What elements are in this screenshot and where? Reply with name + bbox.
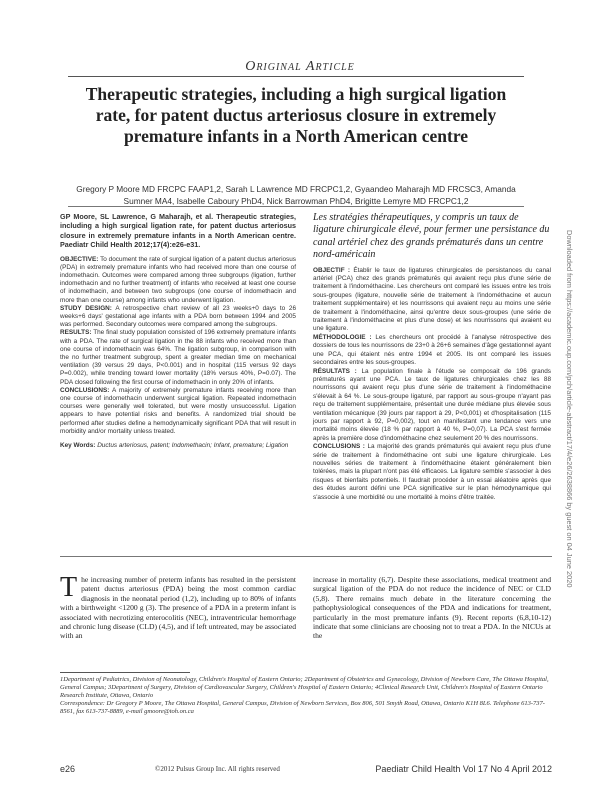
resume-conclusions: CONCLUSIONS : La majorité des grands prématurés qui avaient reçu plus d'une série de traitement à l'indométhacine ont subi une ligature chirurgicale. Les nouvelles séries de traitement à l'indométhacine étaient généralement bien tolérées, mais la plupart n'ont pas été efficaces. La ligature semble s'associer à des risques et bienfaits potentiels. Il faudrait procéder à un essai aléatoire après que des études auront défini une PCA significative sur le plan hémodynamique qui s'associe à une morbidité ou une mortalité à moins d'être traitée. <box>313 443 551 501</box>
copyright: ©2012 Pulsus Group Inc. All rights reserved <box>155 765 280 773</box>
page-number: e26 <box>60 764 76 774</box>
correspondence: Correspondence: Dr Gregory P Moore, The Ottawa Hospital, General Campus, Division of Newborn Services, Box 806, 501 Smyth Road, Ottawa, Ontario K1H 8L6. Telephone 613-737-8561, fax 613-737-8889, e-mail gmoore@toh.on.ca <box>60 700 545 716</box>
resume-objectif: OBJECTIF : Établir le taux de ligatures chirurgicales de persistances du canal artériel (PCA) chez des grands prématurés qui avaient reçu plus d'une série de traitement à l'indométhacine. Les chercheurs ont comparé les issues entre les trois sous-groupes (ligature, nouvelle série de traitement à l'indométhacine et aucun traitement supplémentaire) et les nourrissons qui avaient reçu au moins une série de traitement à l'indométhacine, ainsi qu'entre deux sous-groupes (une série de traitement à l'indométhacine et plus d'une dose) et les nourrissons qui avaient eu une ligature. <box>313 266 551 333</box>
body-rule <box>60 556 552 557</box>
article-title: Therapeutic strategies, including a high surgical ligation rate, for patent ductus arteriosus closure in extremely premature infants in a North American centre <box>85 84 507 146</box>
header-rule <box>68 76 524 77</box>
body-text-left <box>60 572 296 641</box>
resume-methodologie: MÉTHODOLOGIE : Les chercheurs ont procédé à l'analyse rétrospective des dossiers de tous les nourrissons de 23+0 à 26+6 semaines d'âge gestationnel ayant une PCA, qui étaient nés entre 1994 et 2005. Ils ont comparé les issues secondaires entre les sous-groupes. <box>313 333 551 367</box>
journal-info: Paediatr Child Health Vol 17 No 4 April 2012 <box>375 764 552 774</box>
abstract-objective: OBJECTIVE: To document the rate of surgical ligation of a patent ductus arteriosus (PDA) in extremely premature infants who had received more than one course of indomethacin. Outcomes were compared among three subgroups (ligation, further indomethacin and no further treatment) of infants who received at least one course of indomethacin, and between two subgroups (one course of indomethacin and more than one course) among infants who underwent ligation. <box>60 255 296 304</box>
footnote-rule <box>60 672 190 673</box>
body-left-text: he increasing number of preterm infants has resulted in the persistent patent ductus arteriosus (PDA) being the most common cardiac diagnosis in the neonatal period (1,2), including up to 80% of infants with a birthweight <1200 g (3). The presence of a PDA in a preterm infant is associated with necrotizing enterocolitis (NEC), intraventricular hemorrhage and chronic lung disease (CLD) (4,5), and if left untreated, may be associated with an <box>60 575 296 641</box>
abstract-rule <box>68 206 524 207</box>
abstract-french <box>313 212 551 502</box>
abstract-english <box>60 212 296 450</box>
abstract-conclusions: CONCLUSIONS: A majority of extremely premature infants receiving more than one course of indomethacin underwent surgical ligation. Repeated indomethacin courses were generally well tolerated, but were mostly unsuccessful. Ligation appears to have potential risks and benefits. A randomized trial should be performed after studies define a hemodynamically significant PDA that will result in morbidity and/or mortality unless treated. <box>60 386 296 435</box>
drop-cap: T <box>60 572 78 603</box>
resume-resultats: RÉSULTATS : La population finale à l'étude se composait de 196 grands prématurés ayant une PCA. Le taux de ligatures chirurgicales chez les 88 nourrissons qui avaient reçu plus d'une série de traitement à l'indométhacine s'élevait à 64 %. Le sous-groupe ligaturé, par rapport au sous-groupe n'ayant pas reçu de traitement supplémentaire, présentait une durée médiane plus élevée sous ventilation mécanique (39 jours par rapport à 29, P<0,001) et d'hospitalisation (115 jours par rapport à 92, P=0,002), tout en manifestant une tendance vers une mortalité moins élevée (18 % par rapport à 40 %, P=0,07). La PCA s'est fermée après la première dose d'indométhacine chez seulement 20 % des nourrissons. <box>313 367 551 442</box>
download-watermark: Downloaded from https://academic.oup.com/pch/article-abstract/17/4/e26/2638866 by guest on 04 June 2020 <box>565 230 574 588</box>
abstract-design: STUDY DESIGN: A retrospective chart review of all 23 weeks+0 days to 26 weeks+6 days' gestational age infants with a PDA born between 1994 and 2005 was performed. Secondary outcomes were compared among the subgroups. <box>60 304 297 329</box>
footnote <box>60 676 552 716</box>
french-title: Les stratégies thérapeutiques, y compris un taux de ligature chirurgicale élevé, pour fermer une persistance du canal artériel chez des grands prématurés dans un centre nord-américain <box>313 212 550 261</box>
keywords: Key Words: Ductus arteriosus, patent; Indomethacin; Infant, premature; Ligation <box>60 442 289 450</box>
author-list: Gregory P Moore MD FRCPC FAAP1,2, Sarah L Lawrence MD FRCPC1,2, Gyaandeo Maharajh MD FRCSC3, Amanda Sumner MA4, Isabelle Caboury PhD4, Nick Barrowman PhD4, Brigitte Lemyre MD FRCPC1,2 <box>76 184 516 206</box>
abstract-results: RESULTS: The final study population consisted of 196 extremely premature infants with a PDA. The rate of surgical ligation in the 88 infants who received more than one course of indomethacin was 64%. The ligation subgroup, in comparison with the no further treatment subgroup, spent a greater median time on mechanical ventilation (39 versus 29 days, P<0.001) and in hospital (115 versus 92 days P=0.002), while trending toward lower mortality (18% versus 40%, P=0.07). The PDA closed following the first course of indomethacin in only 20% of infants. <box>60 329 296 386</box>
body-text-right: increase in mortality (6,7). Despite these associations, medical treatment and surgical ligation of the PDA do not reduce the incidence of NEC or CLD (5,8). There remains much debate in the literature concerning the pathophysiological consequences of the PDA and indications for treatment, particularly in the most premature infants (9). Recent reports (6,8,10-12) indicate that some clinicians are choosing not to treat a PDA. In the NICUs at the <box>313 575 551 641</box>
affiliations: 1Department of Pediatrics, Division of Neonatology, Children's Hospital of Eastern Ontario; 2Department of Obstetrics and Gynecology, Division of Newborn Care, The Ottawa Hospital, General Campus; 3Department of Surgery, Division of Cardiovascular Surgery, Children's Hospital of Eastern Ontario; 4Clinical Research Unit, Children's Hospital of Eastern Ontario Research Institute, Ottawa, Ontario <box>60 676 549 700</box>
section-label: Original Article <box>245 59 355 74</box>
citation: GP Moore, SL Lawrence, G Maharajh, et al. Therapeutic strategies, including a high surgical ligation rate, for patent ductus arteriosus closure in extremely premature infants in a North American centre. Paediatr Child Health 2012;17(4):e26-e31. <box>60 212 296 250</box>
